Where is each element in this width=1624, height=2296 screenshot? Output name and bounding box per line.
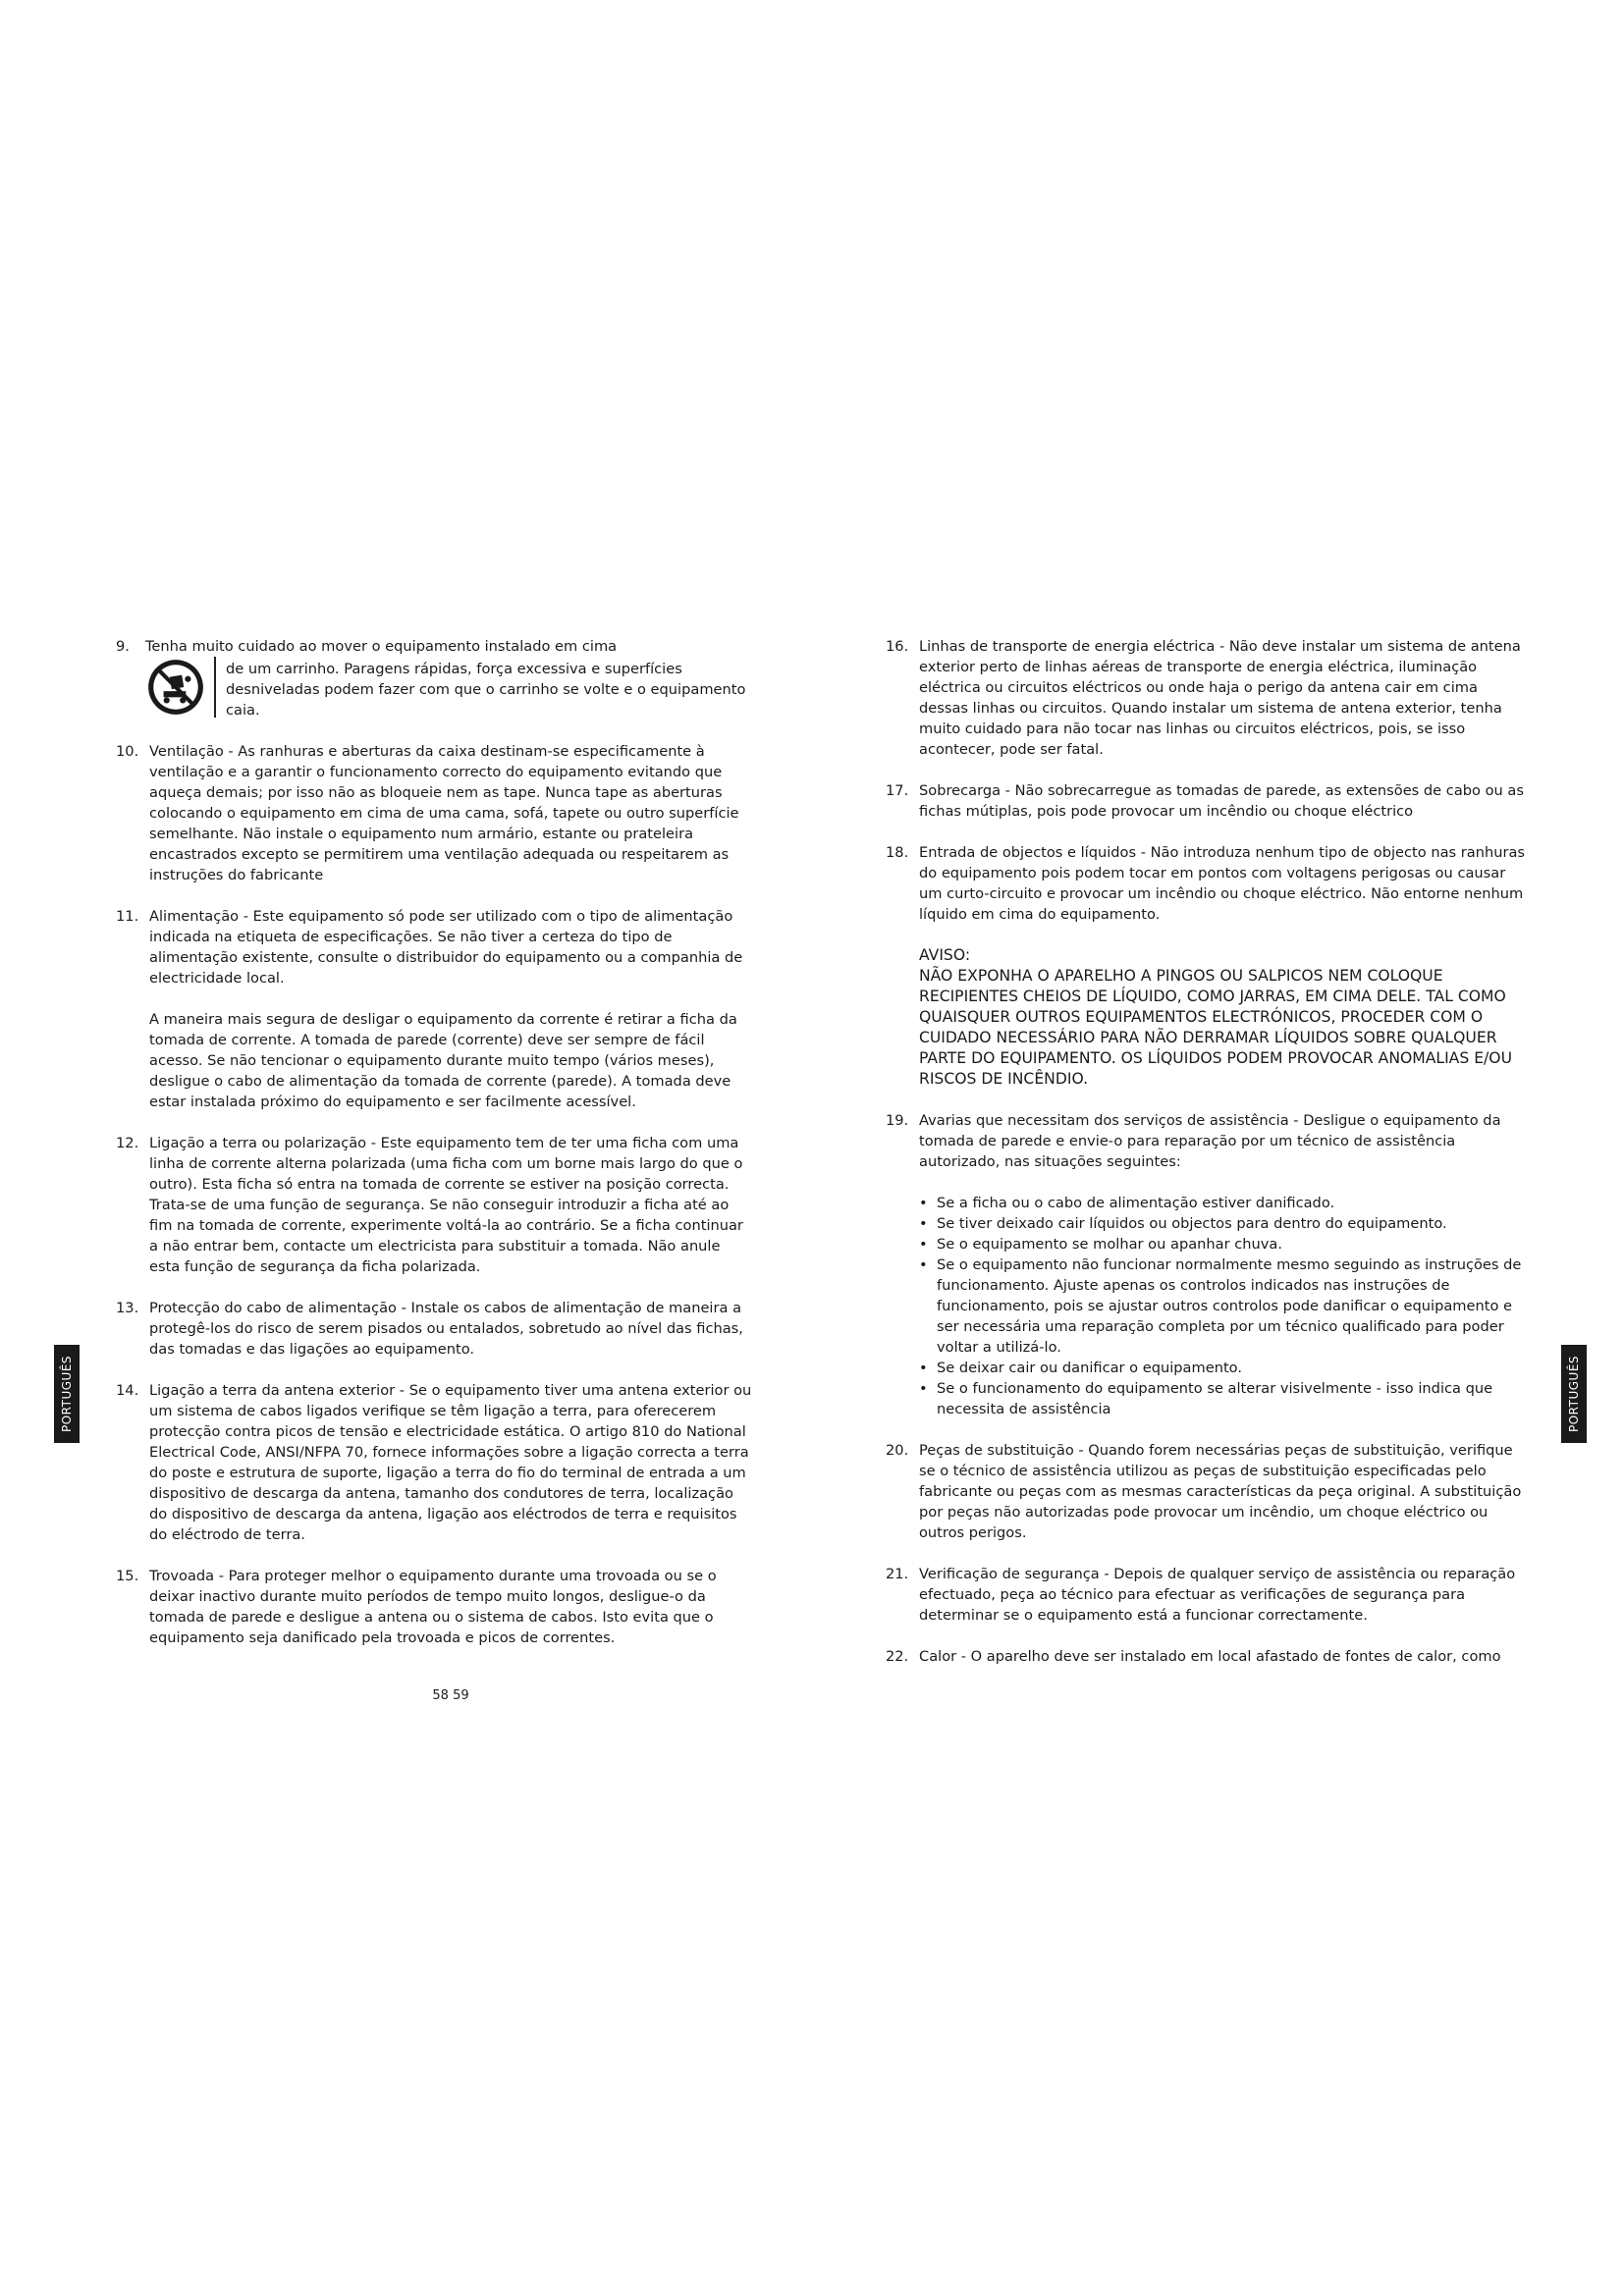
list-item: • Se o equipamento não funcionar normalmente mesmo seguindo as instruções de funcionamento. Ajuste apenas os controlos indicados nas instruções de funcionamento, pois se ajustar outros controlos pode danificar o equipamento e ser necessária uma reparação completa por um técnico qualificado para poder voltar a utilizá-lo.: [919, 1255, 1526, 1358]
item-text: Ligação a terra ou polarização - Este equipamento tem de ter uma ficha com uma linha de corrente alterna polarizada (uma ficha com um borne mais largo do que o outro). Esta ficha só entra na tomada de corrente se estiver na posição correcta. Trata-se de uma função de segurança. Se não conseguir introduzir a ficha até ao fim na tomada de corrente, experimente voltá-la ao contrário. Se a ficha continuar a não entrar bem, contacte um electricista para substituir a tomada. Não anule esta função de segurança da ficha polarizada.: [149, 1135, 743, 1275]
page-numbers: 58 59: [432, 1688, 469, 1703]
item-text: Protecção do cabo de alimentação - Instale os cabos de alimentação de maneira a protegê-los do risco de serem pisados ou entalados, sobretudo ao nível das fichas, das tomadas e das ligações ao equipamento.: [149, 1300, 743, 1358]
item-text: Ligação a terra da antena exterior - Se o equipamento tiver uma antena exterior ou um sistema de cabos ligados verifique se têm ligação a terra, para oferecerem protecção contra picos de tensão e electricidade estática. O artigo 810 do National Electrical Code, ANSI/NFPA 70, fornece informações sobre a ligação correcta a terra do poste e estrutura de suporte, ligação a terra do fio do terminal de entrada a um dispositivo de descarga da antena, tamanho dos condutores de terra, localização do dispositivo de descarga da antena, ligação aos eléctrodos de terra e requisitos do eléctrodo de terra.: [149, 1382, 752, 1543]
item-number: 13.: [116, 1300, 139, 1316]
safety-item-12: [116, 1133, 754, 1277]
item-text: Avarias que necessitam dos serviços de assistência - Desligue o equipamento da tomada de parede e envie-o para reparação por um técnico de assistência autorizado, nas situações seguintes:: [919, 1112, 1501, 1170]
list-item: • Se a ficha ou o cabo de alimentação estiver danificado.: [919, 1193, 1526, 1213]
item-number: 11.: [116, 908, 139, 925]
list-item: • Se deixar cair ou danificar o equipamento.: [919, 1358, 1526, 1378]
left-column: [116, 636, 754, 1648]
language-tab-label: PORTUGUÊS: [1567, 1355, 1582, 1433]
item-text: Entrada de objectos e líquidos - Não introduza nenhum tipo de objecto nas ranhuras do equipamento pois podem tocar em pontos com voltagens perigosas ou causar um curto-circuito e provocar um incêndio ou choque eléctrico. Não entorne nenhum líquido em cima do equipamento.: [919, 844, 1525, 923]
item-text: Ventilação - As ranhuras e aberturas da caixa destinam-se especificamente à ventilação e a garantir o funcionamento correcto do equipamento evitando que aqueça demais; por isso não as bloqueie nem as tape. Nunca tape as aberturas colocando o equipamento em cima de uma cama, sofá, tapete ou outro superfície semelhante. Não instale o equipamento num armário, estante ou prateleira encastrados excepto se permitirem uma ventilação adequada ou respeitarem as instruções do fabricante: [149, 743, 739, 883]
warning-text: NÃO EXPONHA O APARELHO A PINGOS OU SALPICOS NEM COLOQUE RECIPIENTES CHEIOS DE LÍQUIDO, COMO JARRAS, EM CIMA DELE. TAL COMO QUAISQUER OUTROS EQUIPAMENTOS ELECTRÓNICOS, PROCEDER COM O CUIDADO NECESSÁRIO PARA NÃO DERRAMAR LÍQUIDOS SOBRE QUALQUER PARTE DO EQUIPAMENTO. OS LÍQUIDOS PODEM PROVOCAR ANOMALIAS E/OU RISCOS DE INCÊNDIO.: [919, 967, 1512, 1088]
item-number: 10.: [116, 743, 139, 760]
safety-item-14: [116, 1380, 754, 1545]
item-number: 17.: [886, 782, 909, 799]
item-9-lead: Tenha muito cuidado ao mover o equipamento instalado em cima: [145, 638, 618, 655]
list-item: • Se o equipamento se molhar ou apanhar chuva.: [919, 1234, 1526, 1255]
item-number: 19.: [886, 1112, 909, 1129]
safety-item-16: [886, 636, 1526, 760]
safety-item-19: [886, 1110, 1526, 1419]
item-text-2: A maneira mais segura de desligar o equipamento da corrente é retirar a ficha da tomada de corrente. A tomada de parede (corrente) deve ser sempre de fácil acesso. Se não tencionar o equipamento durante muito tempo (vários meses), desligue o cabo de alimentação da tomada de corrente (parede). A tomada deve estar instalada próximo do equipamento e ser facilmente acessível.: [149, 1011, 737, 1110]
safety-item-10: [116, 741, 754, 885]
safety-item-22: [886, 1646, 1526, 1667]
right-column: [886, 636, 1526, 1667]
item-number: 21.: [886, 1566, 909, 1582]
item-9-body: [145, 657, 754, 721]
item-text: Alimentação - Este equipamento só pode ser utilizado com o tipo de alimentação indicada na etiqueta de especificações. Se não tiver a certeza do tipo de alimentação existente, consulte o distribuidor do equipamento ou a companhia de electricidade local.: [149, 908, 743, 987]
item-number: 14.: [116, 1382, 139, 1399]
safety-item-13: [116, 1298, 754, 1360]
item-text: Sobrecarga - Não sobrecarregue as tomadas de parede, as extensões de cabo ou as fichas mútiplas, pois pode provocar um incêndio ou choque eléctrico: [919, 782, 1524, 820]
item-text: Calor - O aparelho deve ser instalado em local afastado de fontes de calor, como: [919, 1648, 1501, 1665]
list-item: • Se o funcionamento do equipamento se alterar visivelmente - isso indica que necessita de assistência: [919, 1378, 1526, 1419]
safety-item-11: [116, 906, 754, 1112]
safety-item-17: [886, 780, 1526, 822]
item-text: Verificação de segurança - Depois de qualquer serviço de assistência ou reparação efectuado, peça ao técnico para efectuar as verificações de segurança para determinar se o equipamento está a funcionar correctamente.: [919, 1566, 1516, 1624]
item-number: 9.: [116, 638, 130, 655]
item-9-rest: de um carrinho. Paragens rápidas, força excessiva e superfícies desniveladas podem fazer com que o carrinho se volte e o equipamento caia.: [226, 661, 746, 719]
safety-item-20: [886, 1440, 1526, 1543]
safety-item-21: [886, 1564, 1526, 1626]
item-number: 12.: [116, 1135, 139, 1151]
item-text: Linhas de transporte de energia eléctrica - Não deve instalar um sistema de antena exterior perto de linhas aéreas de transporte de energia eléctrica, iluminação eléctrica ou circuitos eléctricos ou onde haja o perigo da antena cair em cima dessas linhas ou circuitos. Quando instalar um sistema de antena exterior, tenha muito cuidado para não tocar nas linhas ou circuitos eléctricos, pois, se isso acontecer, pode ser fatal.: [919, 638, 1521, 758]
item-number: 22.: [886, 1648, 909, 1665]
safety-item-18: [886, 842, 1526, 1090]
warning-block: [919, 945, 1526, 1090]
item-text: Peças de substituição - Quando forem necessárias peças de substituição, verifique se o técnico de assistência utilizou as peças de substituição especificadas pelo fabricante ou peças com as mesmas características da peça original. A substituição por peças não autorizadas pode provocar um incêndio, um choque eléctrico ou outros perigos.: [919, 1442, 1522, 1541]
item-number: 18.: [886, 844, 909, 861]
item-number: 15.: [116, 1568, 139, 1584]
safety-item-15: [116, 1566, 754, 1648]
item-number: 16.: [886, 638, 909, 655]
safety-item-9: [116, 636, 754, 721]
language-tab-left: [54, 1345, 80, 1443]
conditions-list: [919, 1193, 1526, 1419]
list-item: • Se tiver deixado cair líquidos ou objectos para dentro do equipamento.: [919, 1213, 1526, 1234]
item-number: 20.: [886, 1442, 909, 1459]
item-text: Trovoada - Para proteger melhor o equipamento durante uma trovoada ou se o deixar inactivo durante muito períodos de tempo muito longos, desligue-o da tomada de parede e desligue a antena ou o sistema de cabos. Isto evita que o equipamento seja danificado pela trovoada e picos de correntes.: [149, 1568, 717, 1646]
language-tab-right: [1561, 1345, 1587, 1443]
cart-tip-over-warning-icon: [145, 657, 216, 718]
warning-title: AVISO:: [919, 946, 971, 964]
language-tab-label: PORTUGUÊS: [60, 1355, 75, 1433]
